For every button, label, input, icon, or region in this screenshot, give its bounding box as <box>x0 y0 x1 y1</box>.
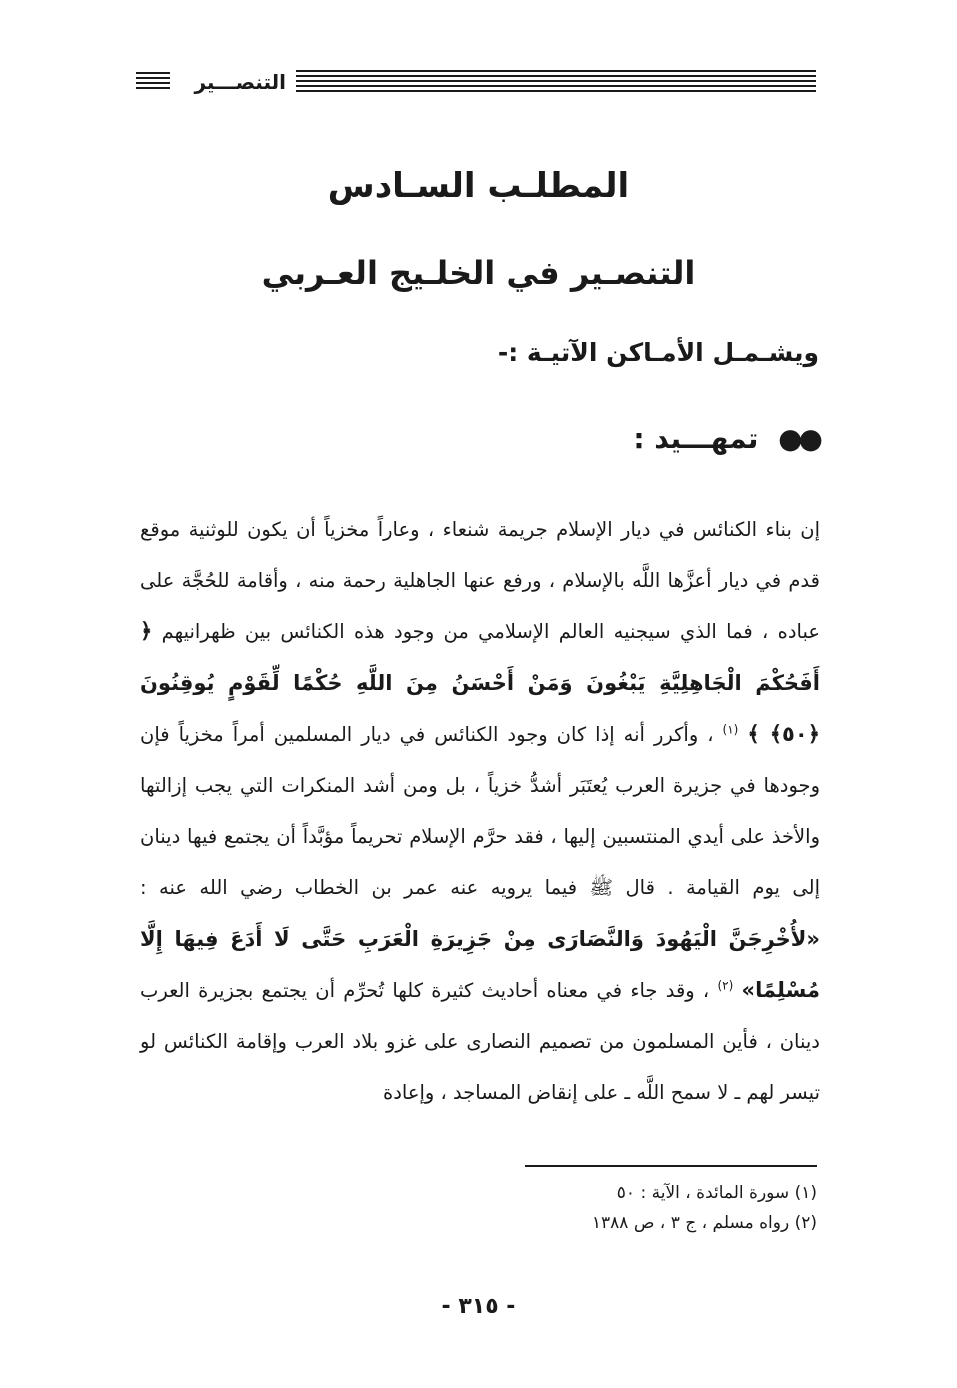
hadith-quote: «لأُخْرِجَنَّ الْيَهُودَ وَالنَّصَارَى مِنْ جَزِيرَةِ الْعَرَبِ حَتَّى لَا أَدَعَ فِيهَا إِلَّا مُسْلِمًا» <box>140 926 820 1002</box>
intro-line: ويشـمـل الأمـاكن الآتيـة :- <box>497 338 819 367</box>
page-number: - ٣١٥ - <box>441 1294 516 1319</box>
running-title: التنصـــير <box>194 70 286 94</box>
subheading-label: تمهـــيد : <box>633 422 759 455</box>
body-paragraph <box>140 504 820 1118</box>
bullet-icon: ●● <box>778 422 819 455</box>
footnote-divider <box>525 1165 817 1167</box>
footnote-1: (١) سورة المائدة ، الآية : ٥٠ <box>616 1183 817 1203</box>
footnote-ref-2: (٢) <box>717 978 734 993</box>
body-text-part-3: ، وقد جاء في معناه أحاديث كثيرة كلها تُحرِّم أن يجتمع بجزيرة العرب دينان ، فأين المسلمون من تصميم النصارى على غزو بلاد العرب وإقامة الكنائس لو تيسر لهم ـ لا سمح اللَّه ـ على إنقاض المساجد ، وإعادة <box>140 978 820 1105</box>
header-ornament <box>136 72 170 92</box>
quran-verse: ﴿ أَفَحُكْمَ الْجَاهِلِيَّةِ يَبْغُونَ وَمَنْ أَحْسَنُ مِنَ اللَّهِ حُكْمًا لِّقَوْمٍ يُوقِنُونَ ﴿٥٠﴾ ﴾ <box>140 619 820 746</box>
header-rule-lines <box>296 70 816 94</box>
body-text-part-1: إن بناء الكنائس في ديار الإسلام جريمة شنعاء ، وعاراً مخزياً أن يكون للوثنية موقع قدم في ديار أعزَّها اللَّه بالإسلام ، ورفع عنها الجاهلية رحمة منه ، وأقامة للحُجَّة على عباده ، فما الذي سيجنيه العالم الإسلامي من وجود هذه الكنائس بين ظهرانيهم <box>140 518 820 644</box>
section-subtitle: التنصـير في الخلـيج العـربي <box>261 254 696 292</box>
subheading <box>633 422 819 455</box>
running-header <box>136 68 816 96</box>
footnote-ref-1: (١) <box>722 722 739 737</box>
body-text-part-2: ، وأكرر أنه إذا كان وجود الكنائس في ديار المسلمين أمراً مخزياً فإن وجودها في جزيرة العرب يُعتَبَر أشدُّ خزياً ، بل ومن أشد المنكرات التي يجب إزالتها والأخذ على أيدي المنتسبين إليها ، فقد حرَّم الإسلام تحريماً مؤبَّداً أن يجتمع فيها دينان إلى يوم القيامة . قال ﷺ فيما يرويه عنه عمر بن الخطاب رضي الله عنه : <box>140 722 820 900</box>
section-title: المطلـب السـادس <box>327 166 630 206</box>
footnotes <box>417 1178 817 1238</box>
footnote-2: (٢) رواه مسلم ، ج ٣ ، ص ١٣٨٨ <box>591 1213 817 1233</box>
